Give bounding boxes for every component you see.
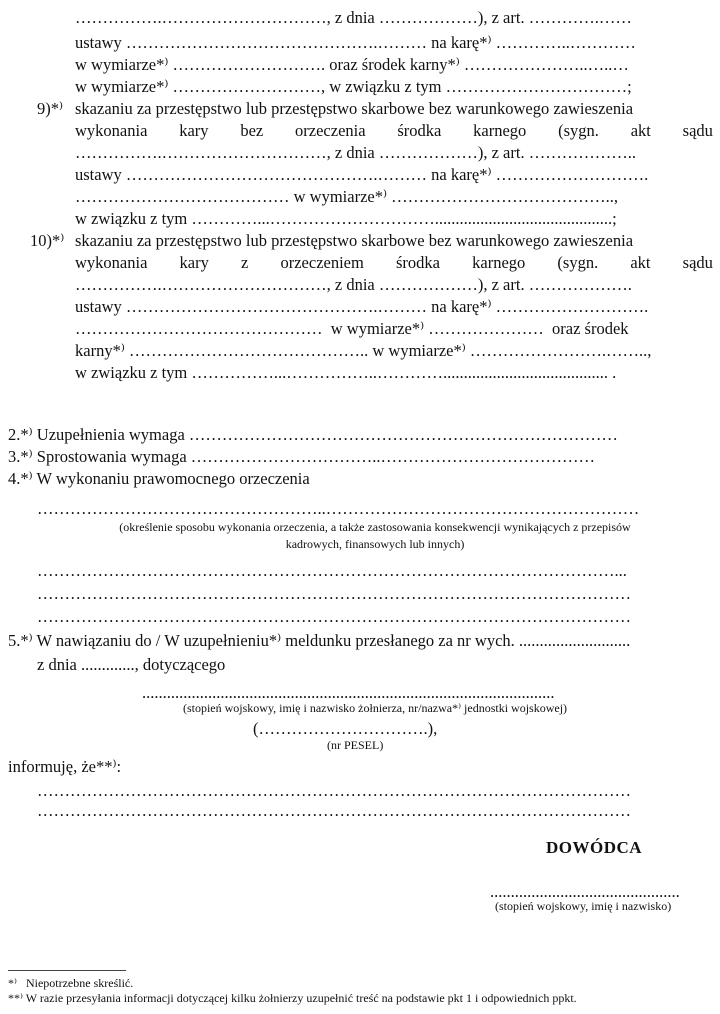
doc-line: ustawy ……………………………………….……… na karę*⁾ ………………………. [75, 297, 649, 316]
word: karnego [473, 121, 527, 140]
doc-line: …………….…………………………, z dnia ………………), z art. ………….…… [75, 8, 632, 27]
doc-line: w wymiarze*⁾ ………………………. oraz środek karny*⁾ …………………..…..… [75, 55, 629, 74]
dotted-line: ……………………………………………………………………………………………… [37, 801, 631, 820]
word: orzeczenia [295, 121, 366, 140]
section-3: 3.*⁾ Sprostowania wymaga ……………………………..………………………………… [8, 447, 596, 466]
footnote: **⁾ W razie przesyłania informacji dotyczącej kilku żołnierzy uzupełnić treść na podstawie pkt 1 i odpowiednich ppkt. [8, 991, 577, 1005]
doc-line-justified [75, 253, 713, 273]
caption: kadrowych, finansowych lub innych) [285, 537, 465, 551]
section-4-title: 4.*⁾ W wykonaniu prawomocnego orzeczenia [8, 469, 310, 488]
doc-line: ……………………………………… w wymiarze*⁾ ………………… oraz środek [75, 319, 629, 338]
word: środka [397, 121, 442, 140]
doc-line: w związku z tym ……………...……………..…………........................................ . [75, 363, 617, 382]
word: wykonania [75, 253, 148, 272]
dotted-line: ……………………………………………………………………………………………… [37, 781, 631, 800]
word: sądu [682, 253, 713, 272]
footnote: *⁾ Niepotrzebne skreślić. [8, 976, 134, 990]
footnote-rule [8, 970, 126, 971]
item-number: 10)*⁾ [30, 231, 65, 250]
doc-line: ustawy ……………………………………….……… na karę*⁾ …………..………… [75, 33, 636, 52]
doc-line: …………….…………………………, z dnia ………………), z art. ………………. [75, 275, 632, 294]
doc-line: z dnia ............., dotyczącego [37, 655, 226, 674]
word: orzeczeniem [280, 253, 364, 272]
dotted-line: .................................................................................................... [142, 683, 555, 702]
dotted-line: ……………………………………………………………………………………………… [37, 584, 631, 603]
doc-line-justified [75, 121, 713, 141]
doc-line: ………………………………… w wymiarze*⁾ ………………………………….., [75, 187, 619, 206]
caption: (stopień wojskowy, imię i nazwisko) [495, 899, 672, 913]
word: z [241, 253, 249, 272]
item-number: 9)*⁾ [37, 99, 64, 118]
section-5: 5.*⁾ W nawiązaniu do / W uzupełnieniu*⁾ meldunku przesłanego za nr wych. ........................... [8, 631, 631, 650]
word: kary [179, 121, 209, 140]
caption: (nr PESEL) [327, 738, 384, 752]
pesel-line: (………………………….), [253, 719, 438, 738]
word: środka [395, 253, 440, 272]
word: akt [630, 121, 651, 140]
doc-line: skazaniu za przestępstwo lub przestępstwo skarbowe bez warunkowego zawieszenia [75, 231, 634, 250]
word: akt [630, 253, 651, 272]
dotted-line: ……………………………………………………………………………………………… [37, 607, 631, 626]
doc-line: ustawy ……………………………………….……… na karę*⁾ ………………………. [75, 165, 649, 184]
dotted-line: ……………………………………………..………………………………………………… [37, 499, 640, 518]
section-2: 2.*⁾ Uzupełnienia wymaga …………………………………………………………………… [8, 425, 618, 444]
word: bez [240, 121, 264, 140]
word: wykonania [75, 121, 148, 140]
doc-line: karny*⁾ …………………………………….. w wymiarze*⁾ …………………….…….., [75, 341, 652, 360]
word: (sygn. [558, 121, 599, 140]
doc-line: w związku z tym …………...…………………………...........................................; [75, 209, 617, 228]
inform-line: informuję, że**⁾: [8, 757, 122, 776]
commander-title: DOWÓDCA [546, 838, 643, 857]
doc-line: w wymiarze*⁾ ………………………, w związku z tym ……………………………; [75, 77, 632, 96]
word: kary [179, 253, 209, 272]
dotted-line: ……………………………………………………………………………………………... [37, 561, 627, 580]
word: karnego [472, 253, 526, 272]
word: (sygn. [557, 253, 599, 272]
doc-line: …………….…………………………, z dnia ………………), z art. ……………….. [75, 143, 636, 162]
word: sądu [682, 121, 713, 140]
doc-line: skazaniu za przestępstwo lub przestępstwo skarbowe bez warunkowego zawieszenia [75, 99, 634, 118]
caption: (stopień wojskowy, imię i nazwisko żołnierza, nr/nazwa*⁾ jednostki wojskowej) [182, 701, 568, 715]
caption: (określenie sposobu wykonania orzeczenia, a także zastosowania konsekwencji wynikających z przepisów [119, 520, 631, 534]
signature-dots: .............................................. [490, 882, 680, 901]
